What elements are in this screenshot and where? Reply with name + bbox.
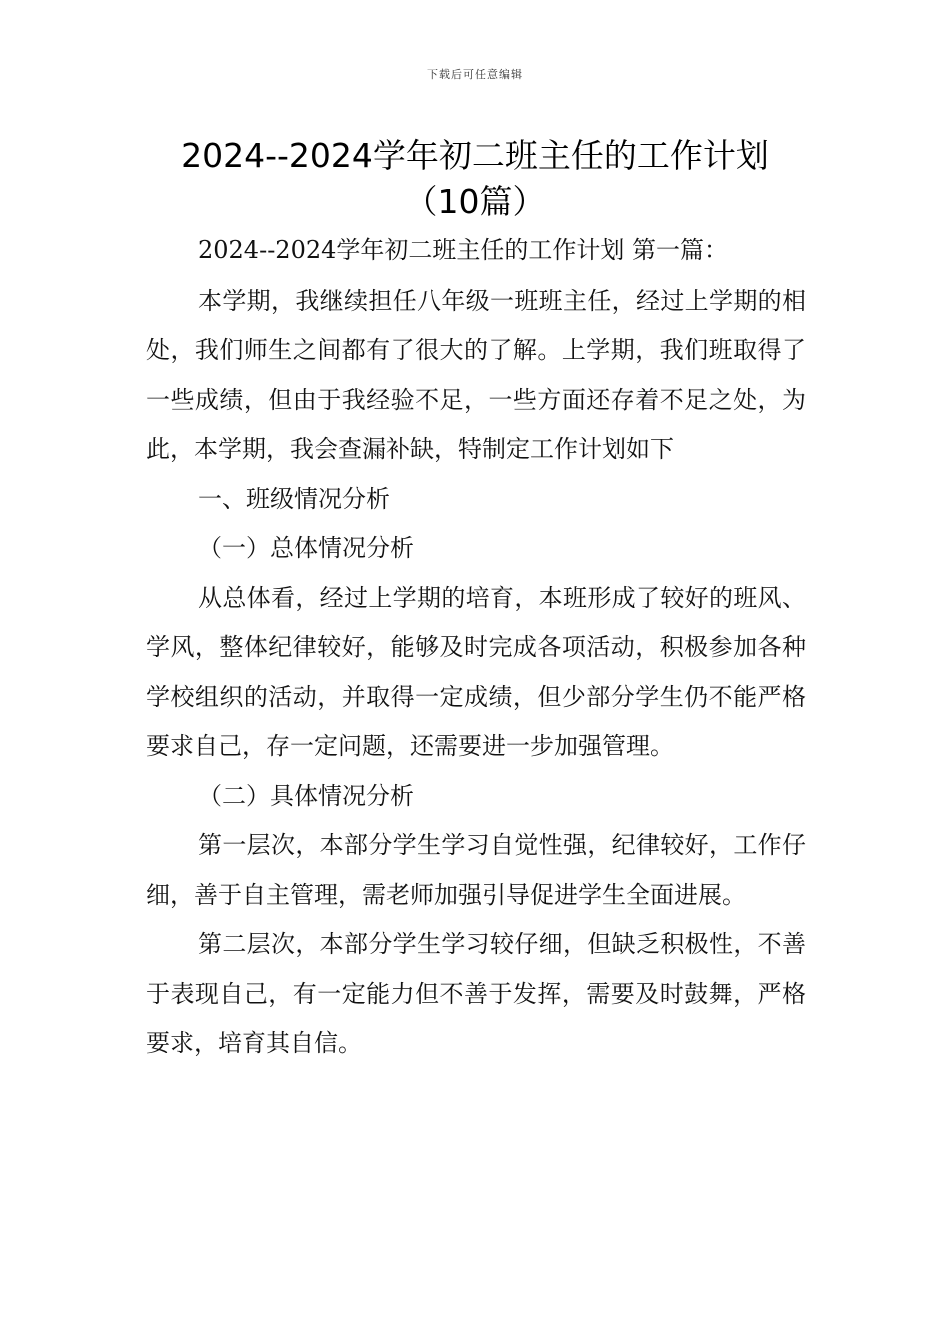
section-heading: （一）总体情况分析 bbox=[198, 534, 414, 562]
body-paragraph: 第一层次，本部分学生学习自觉性强，纪律较好，工作仔细，善于自主管理，需老师加强引导促进学生全面进展。 bbox=[146, 831, 806, 909]
body-paragraph: 本学期，我继续担任八年级一班班主任，经过上学期的相处，我们师生之间都有了很大的了解。上学期，我们班取得了一些成绩，但由于我经验不足，一些方面还存着不足之处，为此，本学期，我会查漏补缺，特制定工作计划如下 bbox=[146, 286, 806, 463]
section-heading: 一、班级情况分析 bbox=[198, 484, 390, 513]
body-paragraph: 从总体看，经过上学期的培育，本班形成了较好的班风、学风，整体纪律较好，能够及时完成各项活动，积极参加各种学校组织的活动，并取得一定成绩，但少部分学生仍不能严格要求自己，存一定问题，还需要进一步加强管理。 bbox=[146, 583, 806, 760]
section-subtitle: 2024--2024学年初二班主任的工作计划 第一篇： bbox=[198, 236, 729, 264]
document-title-count: （10篇） bbox=[404, 182, 546, 221]
body-paragraph: 第二层次，本部分学生学习较仔细，但缺乏积极性，不善于表现自己，有一定能力但不善于发挥，需要及时鼓舞，严格要求，培育其自信。 bbox=[146, 930, 806, 1057]
header-note: 下载后可任意编辑 bbox=[427, 68, 523, 81]
document-title: 2024--2024学年初二班主任的工作计划 bbox=[181, 136, 769, 175]
document-body bbox=[146, 226, 806, 1069]
section-heading: （二）具体情况分析 bbox=[198, 781, 414, 810]
